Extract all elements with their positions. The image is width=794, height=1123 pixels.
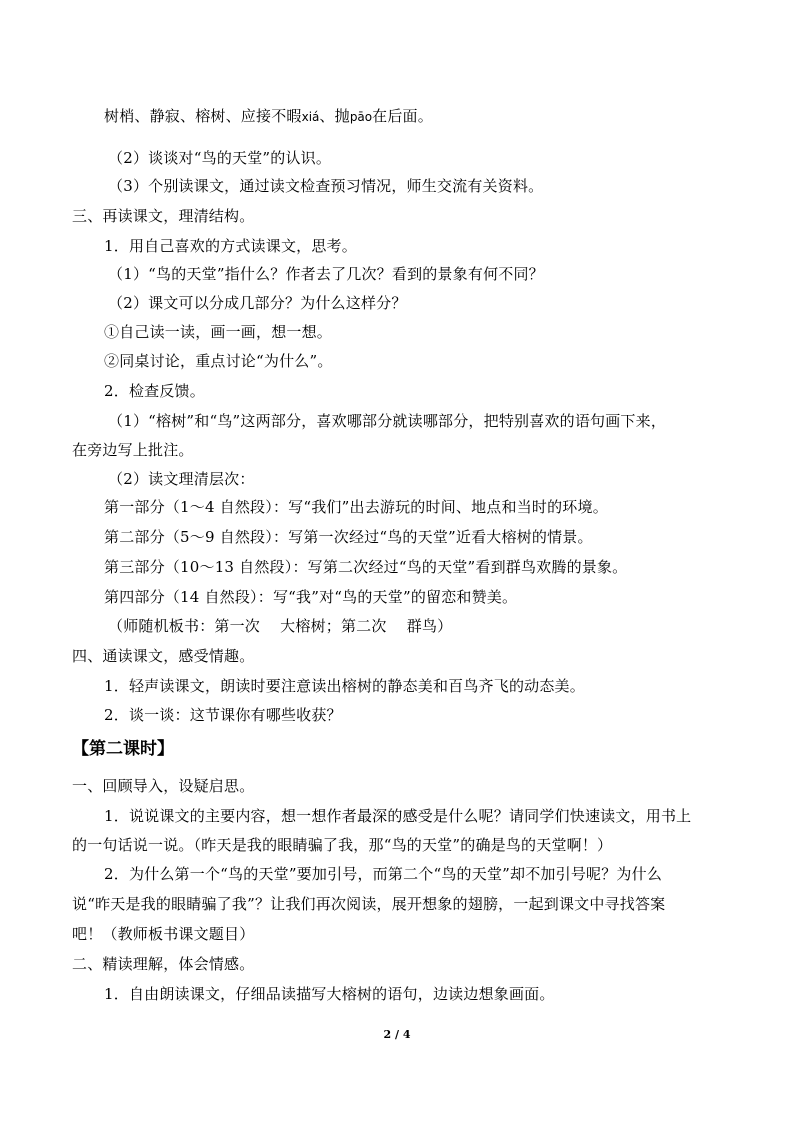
- text-line: 1．轻声读课文，朗读时要注意读出榕树的静态美和百鸟齐飞的动态美。: [104, 677, 585, 695]
- text-line: 第一部分（1～4 自然段）：写“我们”出去游玩的时间、地点和当时的环境。: [104, 498, 608, 516]
- text-line: 的一句话说一说。（昨天是我的眼睛骗了我，那“鸟的天堂”的确是鸟的天堂啊！）: [72, 836, 613, 854]
- pinyin-xia: xiá: [301, 110, 320, 124]
- text-line: （2）谈谈对“鸟的天堂”的认识。: [108, 149, 332, 167]
- section-heading: 一、回顾导入，设疑启思。: [72, 777, 255, 795]
- text-line: 吧！（教师板书课文题目）: [72, 925, 255, 943]
- section-heading: 四、通读课文，感受情趣。: [72, 647, 255, 665]
- text-line: 第二部分（5～9 自然段）：写第一次经过“鸟的天堂”近看大榕树的情景。: [104, 528, 593, 546]
- text-line-vocabulary: [104, 106, 754, 127]
- text-line: 2．谈一谈：这节课你有哪些收获？: [104, 706, 342, 724]
- vocab-text-end: 在后面。: [372, 107, 433, 125]
- text-line: 2．为什么第一个“鸟的天堂”要加引号，而第二个“鸟的天堂”却不加引号呢？为什么: [104, 865, 663, 883]
- text-line: ①自己读一读，画一画，想一想。: [104, 323, 333, 341]
- text-line: 1．说说课文的主要内容，想一想作者最深的感受是什么呢？请同学们快速读文，用书上: [104, 807, 692, 825]
- text-line: 说“昨天是我的眼睛骗了我”？让我们再次阅读，展开想象的翅膀，一起到课文中寻找答案: [72, 895, 666, 913]
- text-line: 第四部分（14 自然段）：写“我”对“鸟的天堂”的留恋和赞美。: [104, 588, 518, 606]
- vocab-text-start: 树梢、静寂、榕树、应接不暇: [104, 107, 302, 125]
- text-line: ②同桌讨论，重点讨论“为什么”。: [104, 352, 333, 370]
- text-line: 在旁边写上批注。: [72, 441, 194, 459]
- pinyin-pao: pāo: [349, 110, 373, 124]
- text-line: （1）“榕树”和“鸟”这两部分，喜欢哪部分就读哪部分，把特别喜欢的语句画下来，: [108, 412, 667, 430]
- lesson-heading: 【第二课时】: [72, 739, 174, 759]
- text-line: 第三部分（10～13 自然段）：写第二次经过“鸟的天堂”看到群鸟欢腾的景象。: [104, 558, 628, 576]
- text-line: 2．检查反馈。: [104, 382, 205, 400]
- text-line: （师随机板书：第一次 大榕树；第二次 群鸟）: [108, 617, 453, 635]
- vocab-text-middle: 、抛: [319, 107, 350, 125]
- text-line: 1．用自己喜欢的方式读课文，思考。: [104, 237, 357, 255]
- text-line: （2）课文可以分成几部分？为什么这样分？: [108, 294, 407, 312]
- text-line: （2）读文理清层次：: [108, 470, 255, 488]
- text-line: （3）个别读课文，通过读文检查预习情况，师生交流有关资料。: [108, 177, 544, 195]
- text-line: （1）“鸟的天堂”指什么？作者去了几次？看到的景象有何不同？: [108, 265, 544, 283]
- page-number: 2 / 4: [383, 1028, 411, 1041]
- section-heading: 二、精读理解，体会情感。: [72, 955, 255, 973]
- text-line: 1．自由朗读课文，仔细品读描写大榕树的语句，边读边想象画面。: [104, 985, 555, 1003]
- section-heading: 三、再读课文，理清结构。: [72, 207, 255, 225]
